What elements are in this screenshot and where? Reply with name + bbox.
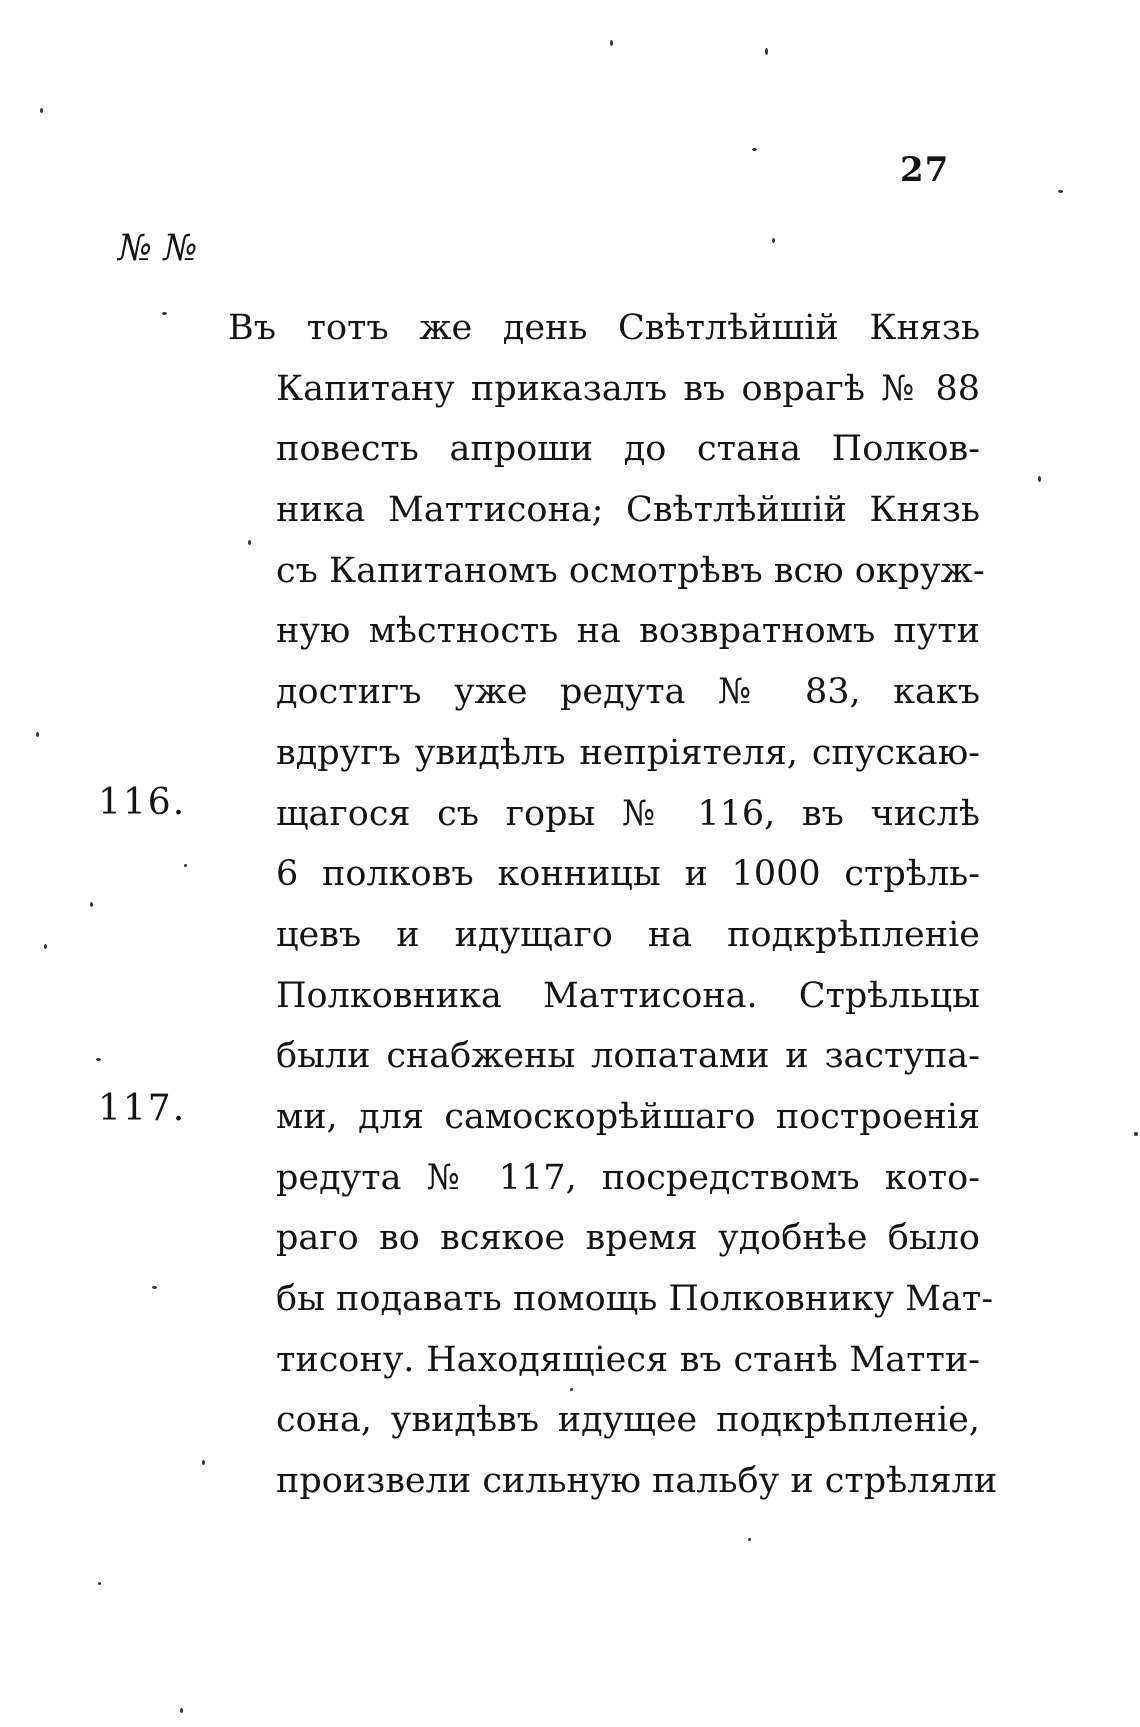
text-line: цевъ и идущаго на подкрѣпленіе <box>276 914 980 955</box>
scan-speck <box>248 540 251 545</box>
text-line: тисону. Находящіеся въ станѣ Матти- <box>276 1339 980 1380</box>
text-line: были снабжены лопатами и заступа- <box>276 1036 980 1077</box>
margin-note-117: 117. <box>98 1088 187 1129</box>
body-text <box>228 298 998 1512</box>
scan-speck <box>36 732 39 737</box>
text-line: ми, для самоскорѣйшаго построенія <box>276 1096 980 1137</box>
scan-speck <box>748 1538 751 1541</box>
scan-speck <box>1134 1132 1138 1136</box>
text-line: достигъ уже редута № 83, какъ <box>276 672 980 713</box>
scan-speck <box>98 1582 101 1585</box>
scan-speck <box>1058 190 1063 193</box>
text-line: Капитану приказалъ въ оврагѣ № 88 <box>276 368 980 409</box>
text-line: редута № 117, посредствомъ кото- <box>276 1157 980 1198</box>
text-line: Полковника Маттисона. Стрѣльцы <box>276 975 980 1016</box>
text-line: съ Капитаномъ осмотрѣвъ всю окруж- <box>276 550 985 591</box>
text-line: вдругъ увидѣлъ непріятеля, спускаю- <box>276 732 980 773</box>
text-line: Въ тотъ же день Свѣтлѣйшій Князь <box>228 308 980 348</box>
text-line: сона, увидѣвъ идущее подкрѣпленіе, <box>276 1400 980 1441</box>
scan-speck <box>202 1460 205 1465</box>
scan-speck <box>90 902 93 907</box>
scan-speck <box>96 1058 101 1061</box>
text-line: бы подавать помощь Полковнику Мат- <box>276 1279 994 1319</box>
scan-speck <box>752 148 757 151</box>
text-line: произвели сильную пальбу и стрѣляли <box>276 1461 998 1502</box>
scan-speck <box>162 312 167 315</box>
scan-speck <box>180 1708 183 1713</box>
margin-header-numbers: № № <box>118 228 198 269</box>
scan-speck <box>610 40 613 46</box>
scan-speck <box>772 238 775 243</box>
scan-speck <box>44 944 47 949</box>
margin-note-116: 116. <box>98 782 187 823</box>
text-line: раго во всякое время удобнѣе было <box>276 1218 980 1259</box>
text-line: щагося съ горы № 116, въ числѣ <box>276 793 980 834</box>
text-line: повесть апроши до стана Полков- <box>276 429 980 470</box>
text-line: ника Маттисона; Свѣтлѣйшій Князь <box>276 490 980 531</box>
page-number: 27 <box>900 150 950 190</box>
text-line: ную мѣстность на возвратномъ пути <box>276 611 980 652</box>
scan-speck <box>570 1388 573 1391</box>
scan-speck <box>184 864 187 867</box>
scan-speck <box>765 48 768 55</box>
scan-speck <box>152 1286 157 1289</box>
scan-speck <box>1038 476 1041 482</box>
scan-speck <box>40 108 43 113</box>
text-line: 6 полковъ конницы и 1000 стрѣль- <box>276 854 980 895</box>
